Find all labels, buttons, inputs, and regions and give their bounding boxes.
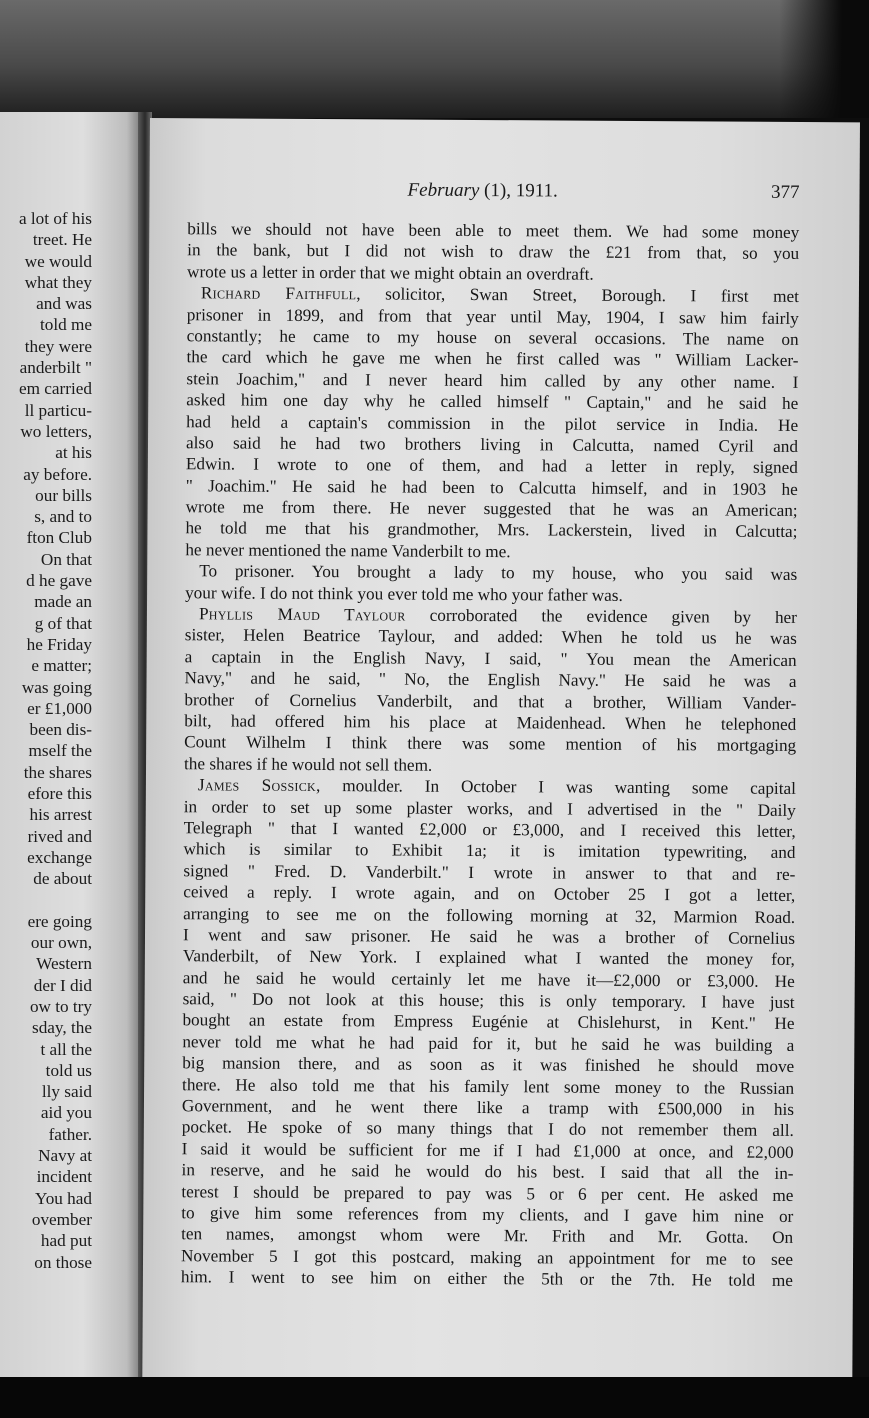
- left-page-line: t all the: [40, 1039, 92, 1059]
- line-text: I went and saw prisoner. He said he was a brother of Cornelius: [182, 925, 796, 948]
- left-page-line: er £1,000: [27, 698, 92, 718]
- left-page-line: ow to try: [29, 996, 92, 1016]
- text-line: [183, 881, 795, 906]
- line-text: November 5 I got this postcard, making an appointment for me to see: [180, 1245, 794, 1269]
- left-page-line: s, and to: [34, 507, 92, 527]
- running-header: [149, 178, 859, 210]
- left-page-line: anderbilt ": [19, 358, 92, 378]
- line-text: he told me that his grandmother, Mrs. Lackerstein, lived in Calcutta;: [185, 518, 798, 542]
- witness-name: Phyllis Maud Taylour: [198, 604, 406, 625]
- line-text: to give him some references from my clients, and I gave him nine or: [181, 1203, 794, 1226]
- left-page-line: our bills: [35, 485, 92, 505]
- left-page-line: father.: [48, 1124, 92, 1144]
- left-page-line: exchange: [27, 847, 92, 867]
- scan-top-shadow: [779, 0, 869, 118]
- line-text: Vanderbilt, of New York. I explained what I wanted the money for,: [182, 946, 795, 970]
- left-page-line: ere going: [27, 911, 92, 931]
- left-page-text: [19, 208, 92, 1273]
- left-page-line: Navy at: [38, 1146, 92, 1166]
- scan-top-border: [0, 0, 869, 118]
- left-page-line: our own,: [30, 933, 92, 953]
- left-page-line: was going: [21, 677, 92, 697]
- left-page-line: been dis-: [29, 720, 92, 740]
- line-text: the card which he gave me when he first called was " William Lacker-: [186, 347, 799, 371]
- left-page-line: we would: [24, 251, 92, 271]
- left-page-line: [19, 890, 92, 911]
- left-page-line: on those: [34, 1252, 92, 1272]
- left-page-line: mself the: [28, 741, 92, 761]
- line-text: in order to set up some plaster works, and I advertised in the " Daily: [183, 796, 796, 820]
- line-text: , moulder. In October I was wanting some capital: [315, 776, 796, 799]
- left-page-line: told us: [45, 1060, 92, 1080]
- line-text: your wife. I do not think you ever told me who your father was.: [185, 582, 623, 605]
- left-page-line: wo letters,: [20, 421, 92, 441]
- text-line: [182, 1159, 794, 1184]
- line-text: Edwin. I wrote to one of them, and had a letter in reply, signed: [185, 454, 798, 478]
- left-page-line: e matter;: [31, 656, 92, 676]
- left-page-line: made an: [34, 592, 92, 612]
- left-page-line: On that: [40, 549, 92, 569]
- line-text: stein Joachim," and I never heard him called by any other name. I: [186, 368, 799, 392]
- left-page-line: told me: [39, 315, 92, 335]
- left-page-line: lly said: [41, 1082, 92, 1102]
- left-page-line: what they: [24, 272, 92, 292]
- line-text: pocket. He spoke of so many things that I do not remember them all.: [181, 1117, 794, 1141]
- left-page-line: had put: [40, 1231, 92, 1251]
- header-year: (1), 1911.: [484, 180, 558, 202]
- left-page-line: d he gave: [26, 571, 92, 591]
- line-text: which is similar to Exhibit 1a; it is imitation typewriting, and: [183, 839, 796, 863]
- line-text: in reserve, and he said he would do his best. I said that all the in-: [181, 1160, 794, 1184]
- line-text: terest I should be prepared to pay was 5 or 6 per cent. He asked me: [181, 1181, 794, 1205]
- line-text: there. He also told me that his family lent some money to the Russian: [182, 1074, 795, 1098]
- left-page-line: the shares: [23, 762, 92, 782]
- left-page-line: rived and: [27, 826, 92, 846]
- right-page: [142, 118, 860, 1384]
- left-page-line: der I did: [33, 975, 92, 995]
- line-text: arranging to see me on the following morning at 32, Marmion Road.: [183, 903, 796, 927]
- line-text: constantly; he came to my house on several occasions. The name on: [186, 326, 799, 349]
- left-page-line: they were: [24, 336, 92, 356]
- left-page-line: his arrest: [29, 805, 92, 825]
- text-line: [184, 774, 796, 799]
- witness-name: Richard Faithfull: [200, 283, 357, 304]
- line-text: wrote us a letter in order that we might obtain an overdraft.: [187, 262, 594, 284]
- left-page-line: Western: [36, 954, 92, 974]
- line-text: ceived a reply. I wrote again, and on October 25 I got a letter,: [183, 882, 796, 906]
- left-page-line: at his: [55, 443, 92, 463]
- line-text: " Joachim." He said he had been to Calcutta himself, and in 1903 he: [185, 475, 798, 499]
- line-text: , solicitor, Swan Street, Borough. I first met: [356, 284, 799, 307]
- line-text: he never mentioned the name Vanderbilt to me.: [185, 540, 511, 562]
- witness-name: James Sossick: [197, 775, 317, 796]
- line-text: never told me what he had paid for it, but he said he was building a: [182, 1032, 795, 1055]
- line-text: bought an estate from Empress Eugénie at Chislehurst, in Kent." He: [182, 1010, 795, 1034]
- line-text: in the bank, but I did not wish to draw the £21 from that, so you: [187, 240, 800, 264]
- header-month: February: [407, 179, 480, 202]
- left-page-line: fton Club: [26, 528, 92, 548]
- left-page-line: incident: [36, 1167, 92, 1187]
- line-text: and he said he would certainly let me have it—£2,000 or £3,000. He: [182, 967, 795, 991]
- line-text: bilt, had offered him his place at Maidenhead. When he telephoned: [184, 711, 797, 734]
- left-page-line: and was: [36, 294, 92, 314]
- left-page-line: You had: [35, 1188, 92, 1208]
- line-text: him. I went to see him on either the 5th or the 7th. He told me: [180, 1267, 793, 1291]
- text-line: [187, 282, 799, 307]
- line-text: a captain in the English Navy, I said, " You mean the American: [184, 647, 797, 670]
- page-body: [181, 218, 800, 1291]
- page-number: 377: [770, 181, 800, 203]
- line-text: also said he had two brothers living in Calcutta, named Cyril and: [185, 433, 799, 456]
- left-page-line: he Friday: [26, 634, 92, 654]
- line-text: wrote me from there. He never suggested that he was an American;: [185, 497, 798, 521]
- line-text: asked him one day why he called himself " Captain," and he said he: [186, 390, 799, 414]
- line-text: ten names, amongst whom were Mr. Frith and Mr. Gotta. On: [181, 1224, 794, 1248]
- line-text: brother of Cornelius Vanderbilt, and that a brother, William Vander-: [184, 689, 797, 713]
- left-page-line: ll particu-: [24, 400, 92, 420]
- line-text: corroborated the evidence given by her: [405, 605, 798, 627]
- line-text: big mansion there, and as soon as it was finished he should move: [182, 1053, 795, 1077]
- left-page-line: em carried: [19, 379, 92, 399]
- line-text: Count Wilhelm I think there was some mention of his mortgaging: [184, 732, 797, 756]
- line-text: Navy," and he said, " No, the English Navy." He said he was a: [184, 668, 797, 692]
- left-page-line: a lot of his: [18, 209, 92, 228]
- left-page: [0, 112, 138, 1377]
- left-page-line: ay before.: [23, 464, 92, 484]
- scan-bottom-border: [0, 1377, 869, 1418]
- line-text: bills we should not have been able to meet them. We had some money: [187, 219, 800, 242]
- line-text: To prisoner. You brought a lady to my house, who you said was: [199, 561, 798, 585]
- header-date: [407, 180, 557, 203]
- line-text: Telegraph " that I wanted £2,000 or £3,000, and I received this letter,: [183, 818, 796, 841]
- line-text: had held a captain's commission in the pilot service in India. He: [186, 411, 799, 435]
- left-page-line: g of that: [34, 613, 92, 633]
- line-text: sister, Helen Beatrice Taylour, and added: When he told us he was: [184, 625, 797, 649]
- left-page-line: sday, the: [32, 1018, 92, 1038]
- line-text: the shares if he would not sell them.: [183, 753, 433, 775]
- line-text: signed " Fred. D. Vanderbilt." I wrote in answer to that and re-: [183, 860, 796, 884]
- line-text: I said it would be sufficient for me if I had £1,000 at once, and £2,000: [181, 1139, 794, 1162]
- left-page-line: de about: [33, 869, 92, 889]
- left-page-line: ovember: [31, 1209, 92, 1229]
- left-page-line: efore this: [27, 784, 92, 804]
- left-page-line: aid you: [40, 1103, 92, 1123]
- text-line: [186, 389, 798, 414]
- line-text: said, " Do not look at this house; this is only temporary. I have just: [182, 989, 795, 1013]
- left-page-line: treet. He: [32, 230, 92, 250]
- text-line: [181, 1266, 793, 1291]
- line-text: Government, and he went there like a tramp with £500,000 in his: [181, 1096, 795, 1119]
- line-text: prisoner in 1899, and from that year until May, 1904, I saw him fairly: [186, 304, 799, 328]
